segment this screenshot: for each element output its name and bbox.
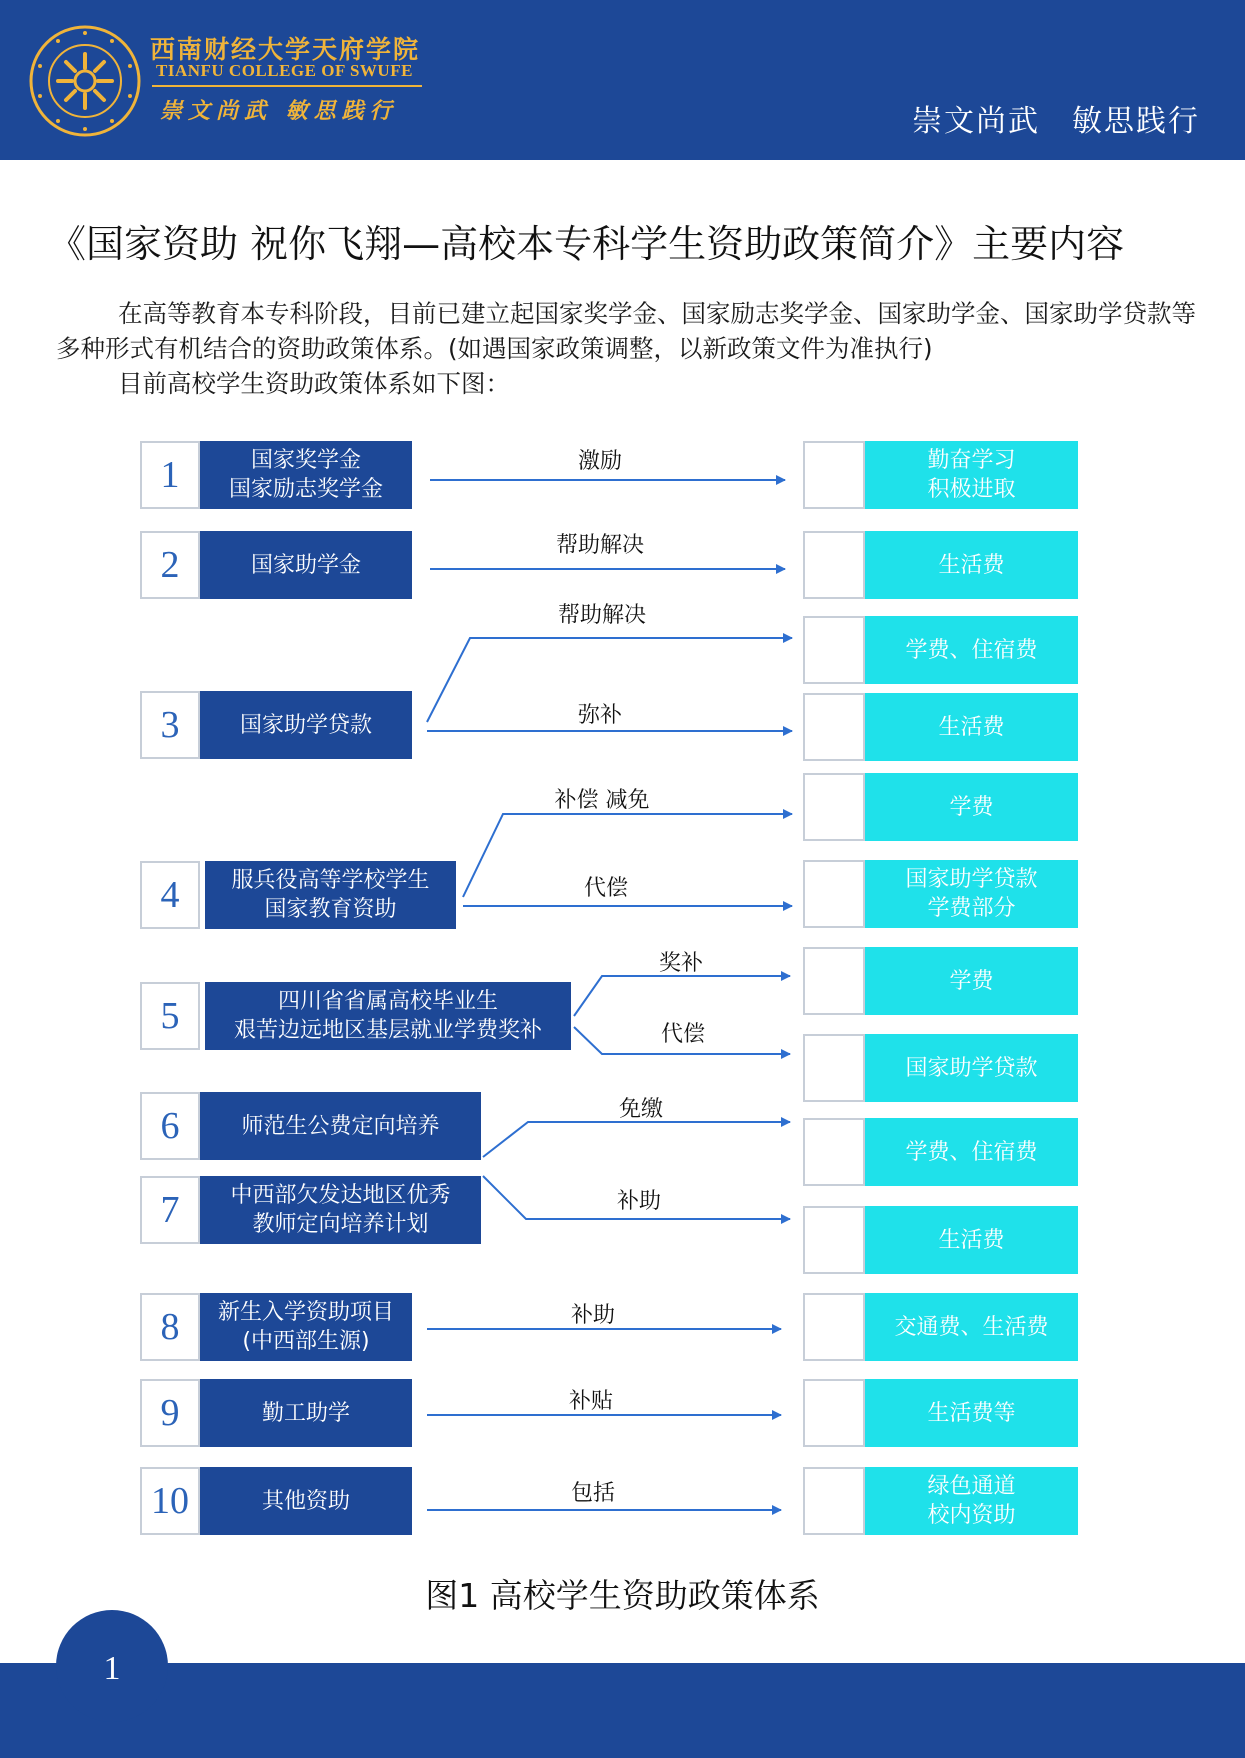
program-label-line: 教师定向培养计划: [252, 1212, 429, 1237]
arrow-label: 代偿: [660, 1022, 706, 1047]
figure-caption: 图1 高校学生资助政策体系: [425, 1576, 820, 1615]
arrow-label: 包括: [570, 1481, 616, 1506]
result-label-line: 学费: [949, 794, 994, 820]
arrow-label: 弥补: [577, 703, 623, 728]
program-label-line: 国家奖学金: [250, 448, 361, 473]
arrow-label: 帮助解决: [555, 533, 645, 558]
result-label-line: 学费、住宿费: [905, 1139, 1038, 1165]
program-label-line: (中西部生源): [242, 1329, 370, 1354]
result-label-line: 生活费: [938, 552, 1005, 578]
arrow-connector: [483, 1122, 790, 1157]
college-name-cn: 西南财经大学天府学院: [150, 35, 421, 64]
result-label-line: 勤奋学习: [927, 448, 1016, 473]
program-label-line: 国家助学金: [250, 552, 361, 578]
program-number-9: 9: [140, 1379, 200, 1447]
header-slogan: 崇文尚武 敏思践行: [912, 104, 1200, 139]
result-label-line: 交通费、生活费: [894, 1314, 1049, 1340]
result-label-line: 生活费: [938, 714, 1005, 740]
result-label-line: 生活费: [938, 1227, 1005, 1253]
program-number-7: 7: [140, 1176, 200, 1244]
program-label-line: 国家助学贷款: [239, 712, 372, 738]
footer-bar: [0, 1663, 1245, 1758]
result-label-line: 绿色通道: [927, 1474, 1016, 1499]
arrow-label: 代偿: [583, 876, 629, 901]
college-name-en: TIANFU COLLEGE OF SWUFE: [156, 61, 413, 80]
program-label-line: 国家教育资助: [264, 897, 397, 922]
program-label-line: 中西部欠发达地区优秀: [230, 1183, 451, 1208]
college-motto: 崇文尚武 敏思践行: [160, 98, 398, 124]
arrow-label: 补偿 减免: [554, 788, 650, 813]
program-label-line: 四川省省属高校毕业生: [277, 989, 498, 1014]
program-number-4: 4: [140, 861, 200, 929]
program-number-2: 2: [140, 531, 200, 599]
program-label-line: 师范生公费定向培养: [241, 1113, 440, 1139]
page-title: 《国家资助 祝你飞翔—高校本专科学生资助政策简介》主要内容: [48, 222, 1125, 266]
page-number: 1: [56, 1610, 168, 1722]
arrow-connector: [574, 1027, 790, 1054]
program-label-line: 服兵役高等学校学生: [231, 868, 430, 893]
intro-text: 在高等教育本专科阶段，目前已建立起国家奖学金、国家励志奖学金、国家助学金、国家助学贷款等多种形式有机结合的资助政策体系。(如遇国家政策调整，以新政策文件为准执行): [56, 299, 1196, 363]
program-number-10: 10: [140, 1467, 200, 1535]
program-number-1: 1: [140, 441, 200, 509]
program-number-6: 6: [140, 1092, 200, 1160]
arrow-label: 激励: [577, 449, 623, 474]
arrow-label: 免缴: [618, 1097, 664, 1122]
program-label-line: 勤工助学: [261, 1400, 350, 1426]
arrow-connector: [483, 1176, 790, 1219]
arrow-label: 帮助解决: [557, 603, 647, 628]
result-label-line: 校内资助: [927, 1503, 1016, 1528]
program-number-8: 8: [140, 1293, 200, 1361]
result-label-line: 学费部分: [927, 896, 1016, 921]
arrow-connector: [427, 638, 792, 722]
result-label-line: 学费: [949, 968, 994, 994]
arrow-connector: [463, 814, 792, 897]
program-label-line: 新生入学资助项目: [217, 1300, 394, 1325]
intro-paragraph-2: 目前高校学生资助政策体系如下图：: [118, 369, 510, 398]
program-number-3: 3: [140, 691, 200, 759]
arrow-label: 奖补: [658, 951, 704, 976]
program-number-5: 5: [140, 982, 200, 1050]
program-label-line: 国家励志奖学金: [228, 477, 383, 502]
arrow-label: 补贴: [568, 1389, 614, 1414]
arrow-connector: [574, 976, 790, 1016]
result-label-line: 国家助学贷款: [905, 1055, 1038, 1081]
arrow-label: 补助: [616, 1189, 662, 1214]
program-label-line: 艰苦边远地区基层就业学费奖补: [233, 1018, 542, 1043]
result-label-line: 生活费等: [927, 1400, 1016, 1426]
result-label-line: 积极进取: [927, 477, 1016, 502]
result-label-line: 学费、住宿费: [905, 637, 1038, 663]
result-label-line: 国家助学贷款: [905, 867, 1038, 892]
program-label-line: 其他资助: [261, 1488, 350, 1514]
arrow-label: 补助: [570, 1303, 616, 1328]
